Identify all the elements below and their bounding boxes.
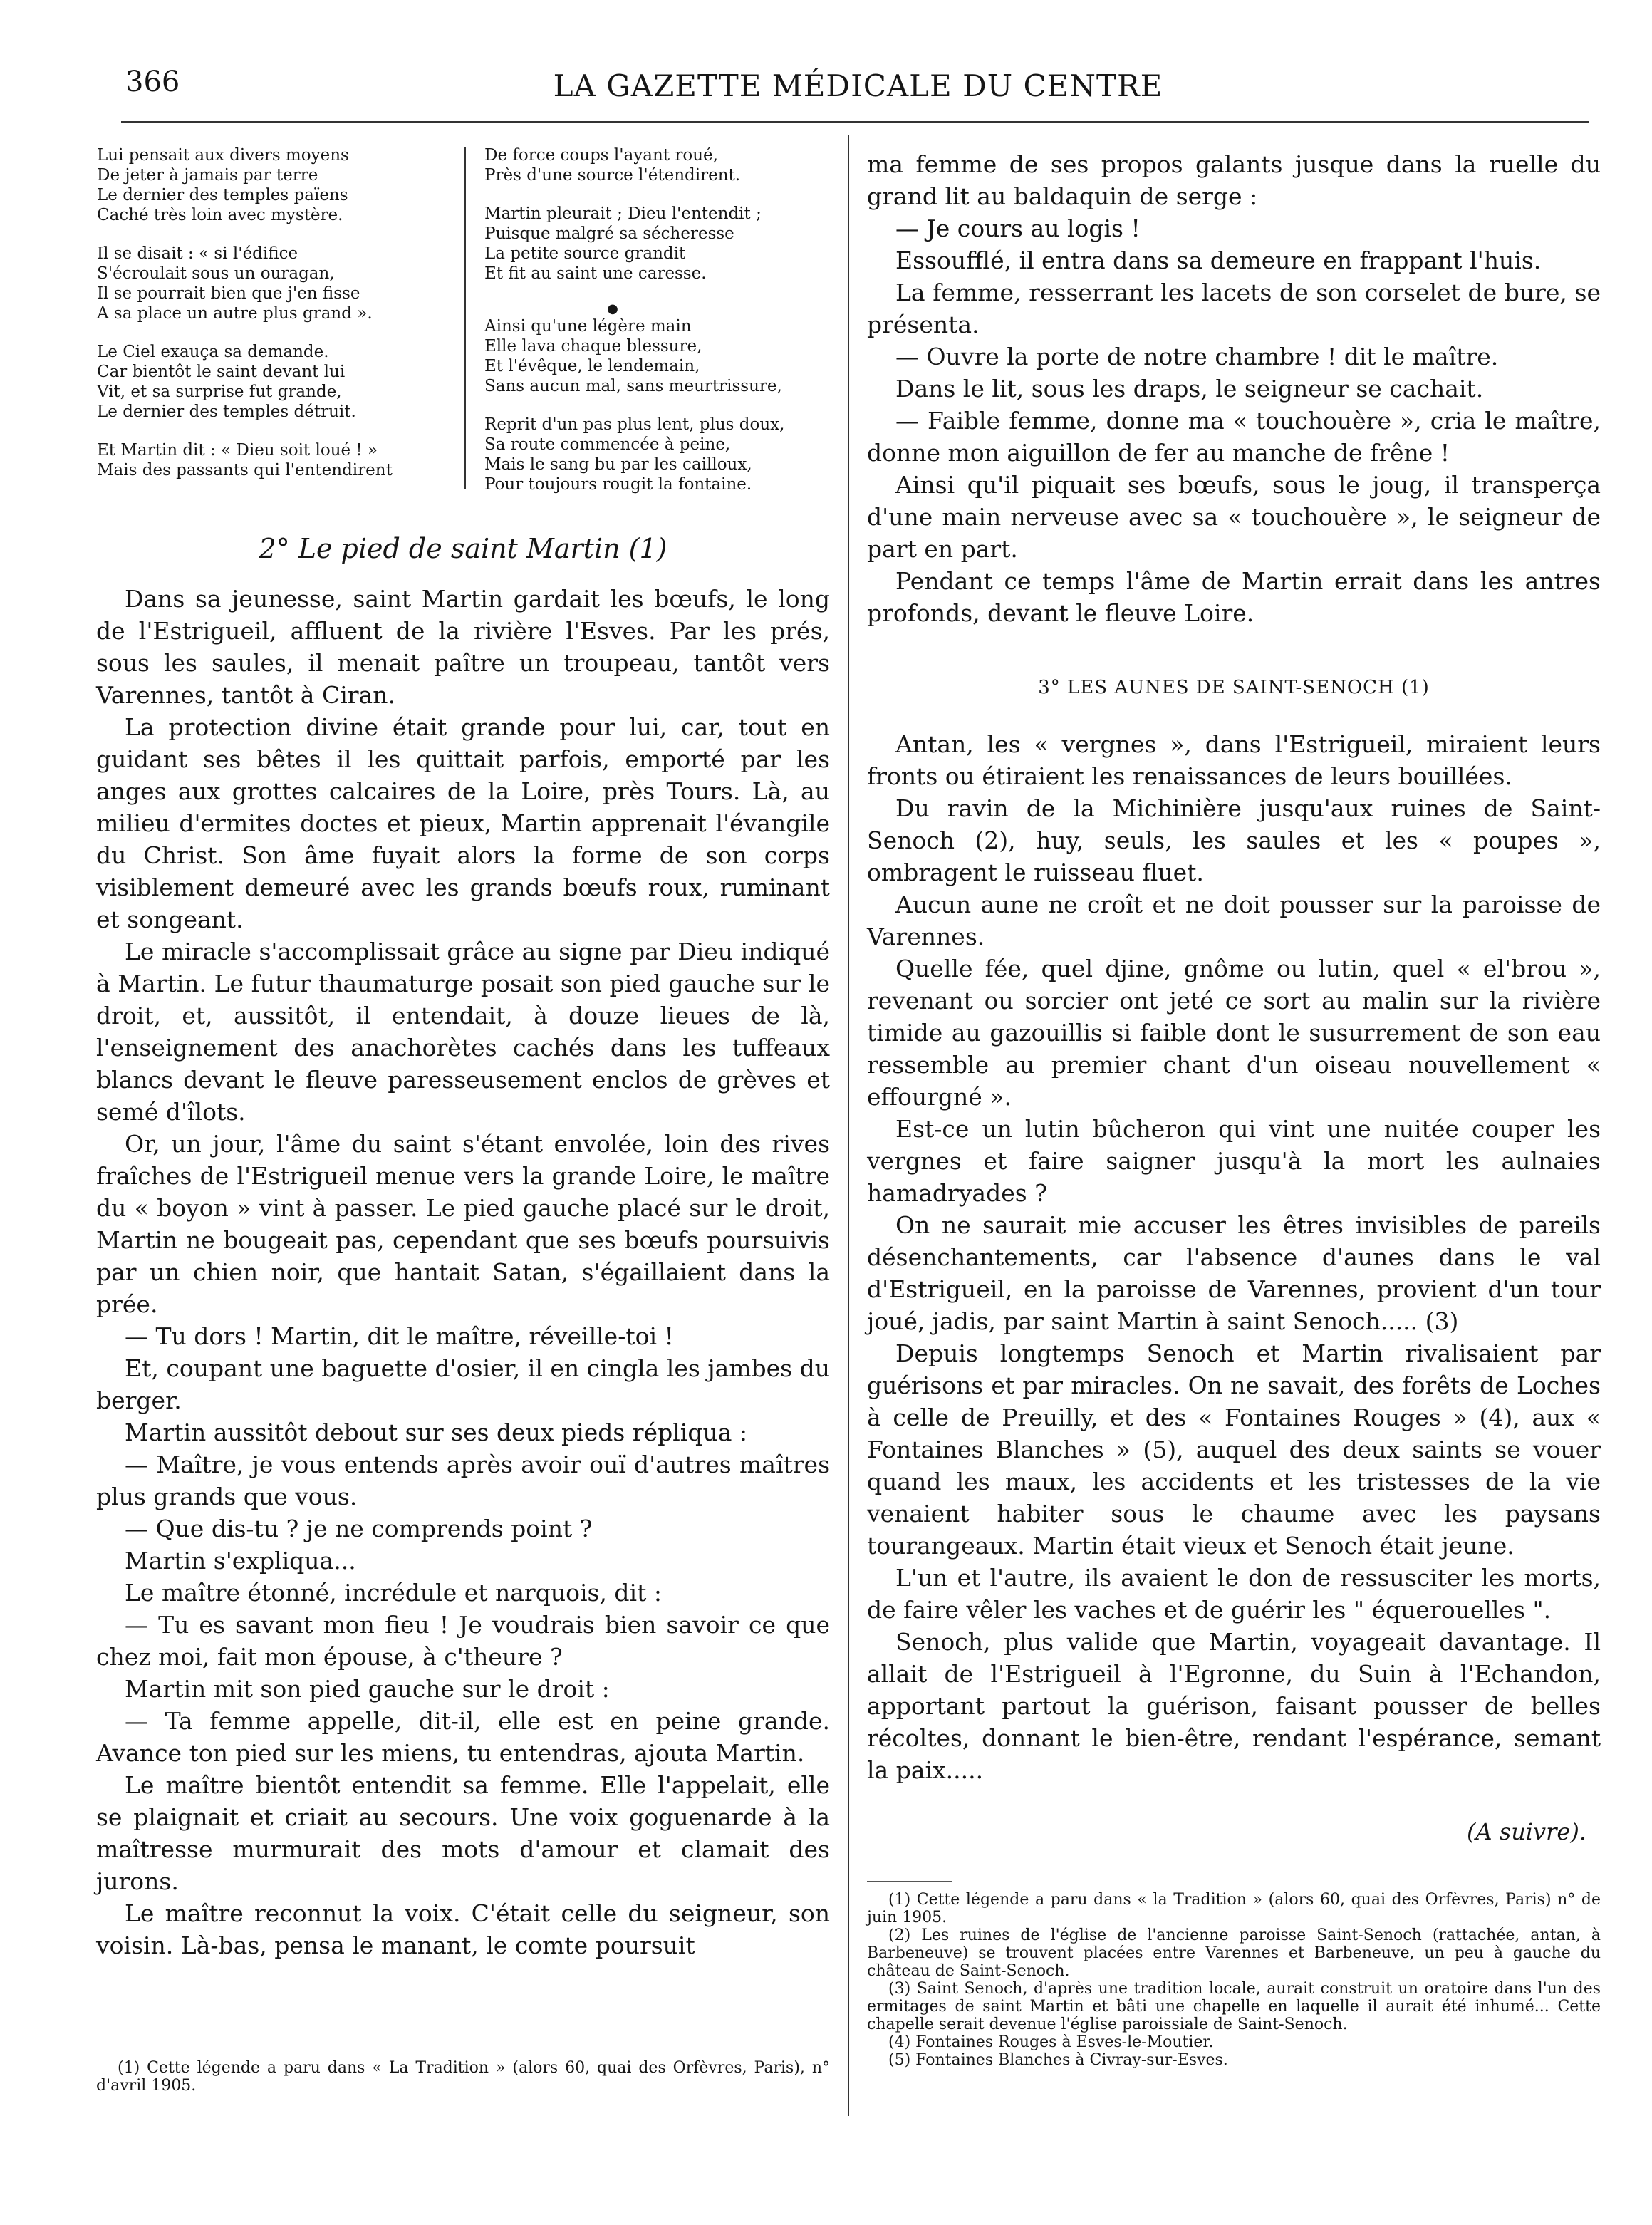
poem-stanza <box>484 145 784 185</box>
poem-line: Martin pleurait ; Dieu l'entendit ; <box>484 204 762 223</box>
paragraph: Ainsi qu'il piquait ses bœufs, sous le joug, il transperça d'une main nerveuse avec sa « touchouère », le seigneur de part en part. <box>867 471 1601 563</box>
paragraph: — Tu dors ! Martin, dit le maître, réveille-toi ! <box>125 1322 674 1350</box>
poem-stanza <box>97 145 393 225</box>
poem-line: Il se disait : « si l'édifice <box>97 244 298 263</box>
poem-line: Ainsi qu'une légère main <box>484 317 692 336</box>
poem-line: Pour toujours rougit la fontaine. <box>484 475 752 494</box>
column-divider <box>848 135 849 2116</box>
paragraph: Le maître bientôt entendit sa femme. Elle l'appelait, elle se plaignait et criait au secours. Une voix goguenarde à la maîtresse murmurait des mots d'amour et clamait des jurons. <box>96 1771 830 1895</box>
poem-line: Caché très loin avec mystère. <box>97 206 343 224</box>
section-title-pied-de-saint-martin: 2° Le pied de saint Martin (1) <box>259 533 667 564</box>
poem-left <box>97 145 393 499</box>
poem-right <box>484 145 784 513</box>
poem-line: Sa route commencée à peine, <box>484 435 731 454</box>
paragraph: Depuis longtemps Senoch et Martin rivalisaient par guérisons et par miracles. On ne savait, des forêts de Loches à celle de Preuilly, et des « Fontaines Rouges » (4), aux « Fontaines Blanches » (5), auquel des deux saints se vouer quand les maux, les accidents et les tristesses de la vie venaient habiter sous le chaume avec les paysans tourangeaux. Martin était vieux et Senoch était jeune. <box>867 1339 1601 1560</box>
poem-line: Le dernier des temples païens <box>97 186 348 204</box>
poem-line: Le Ciel exauça sa demande. <box>97 343 329 361</box>
paragraph: Le maître étonné, incrédule et narquois, dit : <box>125 1579 662 1607</box>
poem-line: Mais des passants qui l'entendirent <box>97 461 393 479</box>
paragraph: Essoufflé, il entra dans sa demeure en frappant l'huis. <box>895 247 1542 274</box>
paragraph: — Ouvre la porte de notre chambre ! dit le maître. <box>895 343 1499 370</box>
paragraph: — Faible femme, donne ma « touchouère », cria le maître, donne mon aiguillon de fer au manche de frêne ! <box>867 407 1601 467</box>
section-title-aunes-de-saint-senoch: 3° LES AUNES DE SAINT-SENOCH (1) <box>1038 677 1430 698</box>
footnote: (4) Fontaines Rouges à Esves-le-Moutier. <box>888 2033 1214 2051</box>
left-column <box>96 583 830 1961</box>
right-column-bottom <box>867 728 1601 1786</box>
paragraph: Or, un jour, l'âme du saint s'étant envolée, loin des rives fraîches de l'Estrigueil menue vers la grande Loire, le maître du « boyon » vint à passer. Le pied gauche placé sur le droit, Martin ne bougeait pas, cependant que ses bœufs poursuivis par un chien noir, que hantait Satan, s'égaillaient dans la prée. <box>96 1130 830 1318</box>
footnote: (1) Cette légende a paru dans « La Tradition » (alors 60, quai des Orfèvres, Paris), n° d'avril 1905. <box>96 2059 830 2095</box>
paragraph: L'un et l'autre, ils avaient le don de ressusciter les morts, de faire vêler les vaches et de guérir les " équerouelles ". <box>867 1564 1601 1624</box>
paragraph: La protection divine était grande pour lui, car, tout en guidant ses bêtes il les quittait parfois, emporté par les anges aux grottes calcaires de la Loire, près Tours. Là, au milieu d'ermites doctes et pieux, Martin apprenait l'évangile du Christ. Son âme fuyait alors la forme de son corps visiblement demeuré avec les grands bœufs roux, ruminant et songeant. <box>96 713 830 933</box>
poem-line: Et Martin dit : « Dieu soit loué ! » <box>97 441 378 460</box>
paragraph: — Que dis-tu ? je ne comprends point ? <box>125 1515 593 1542</box>
paragraph: Dans le lit, sous les draps, le seigneur se cachait. <box>895 375 1484 403</box>
paragraph: On ne saurait mie accuser les êtres invisibles de pareils désenchantements, car l'absence d'aunes dans le val d'Estrigueil, en la paroisse de Varennes, provient d'un tour joué, jadis, par saint Martin à saint Senoch..... (3) <box>867 1211 1601 1335</box>
paragraph: Du ravin de la Michinière jusqu'aux ruines de Saint-Senoch (2), huy, seuls, les saules et les « poupes », ombragent le ruisseau fluet. <box>867 794 1601 886</box>
ornament-dot-icon: ● <box>607 301 618 316</box>
poem-line: Car bientôt le saint devant lui <box>97 363 346 381</box>
poem-stanza <box>484 316 784 396</box>
paragraph: Est-ce un lutin bûcheron qui vint une nuitée couper les vergnes et faire saigner jusqu'à la mort les aulnaies hamadryades ? <box>867 1115 1601 1207</box>
footnote: (1) Cette légende a paru dans « la Tradition » (alors 60, quai des Orfèvres, Paris) n° de juin 1905. <box>867 1891 1601 1926</box>
poem-line: Elle lava chaque blessure, <box>484 337 702 356</box>
poem-stanza <box>97 244 393 323</box>
poem-stanza <box>484 415 784 494</box>
paragraph: Quelle fée, quel djine, gnôme ou lutin, quel « el'brou », revenant ou sorcier ont jeté ce sort au malin sur la rivière timide au gazouillis si faible dont le susurrement de son eau ressemble au premier chant d'un oiseau nouvellement « effourgné ». <box>867 955 1601 1111</box>
paragraph: Le miracle s'accomplissait grâce au signe par Dieu indiqué à Martin. Le futur thaumaturge posait son pied gauche sur le droit, et, aussitôt, il entendait, à douze lieues de là, l'enseignement des anachorètes cachés dans les tuffeaux blancs devant le fleuve paresseusement enclos de grèves et semé d'îlots. <box>96 938 830 1126</box>
poem-line: A sa place un autre plus grand ». <box>97 304 373 323</box>
poem-line: Il se pourrait bien que j'en fisse <box>97 284 360 303</box>
footnote-rule <box>867 1881 952 1882</box>
right-footnotes <box>867 1891 1601 2069</box>
paragraph: Et, coupant une baguette d'osier, il en cingla les jambes du berger. <box>96 1354 830 1414</box>
paragraph: — Je cours au logis ! <box>895 214 1141 242</box>
footnote: (5) Fontaines Blanches à Civray-sur-Esves. <box>888 2051 1228 2069</box>
poem-line: Vit, et sa surprise fut grande, <box>97 383 342 401</box>
poem-line: Près d'une source l'étendirent. <box>484 166 741 185</box>
footnote: (3) Saint Senoch, d'après une tradition locale, aurait construit un oratoire dans l'un des ermitages de saint Martin et bâti une chapelle en laquelle il aurait été inhumé... Cette chapelle serait devenue l'église paroissiale de Saint-Senoch. <box>867 1980 1601 2033</box>
poem-line: Reprit d'un pas plus lent, plus doux, <box>484 415 785 434</box>
poem-line: Mais le sang bu par les cailloux, <box>484 455 752 474</box>
footnote: (2) Les ruines de l'église de l'ancienne paroisse Saint-Senoch (rattachée, antan, à Barbeneuve) se trouvent placées entre Varennes et Barbeneuve, un peu à gauche du château de Saint-Senoch. <box>867 1926 1601 1980</box>
poem-line: Et fit au saint une caresse. <box>484 264 707 283</box>
paragraph: La femme, resserrant les lacets de son corselet de bure, se présenta. <box>867 279 1601 338</box>
poem-stanza <box>97 342 393 422</box>
paragraph: Aucun aune ne croît et ne doit pousser sur la paroisse de Varennes. <box>867 891 1601 950</box>
poem-stanza <box>97 440 393 480</box>
poem-divider <box>464 147 466 489</box>
left-footnotes <box>96 2059 830 2095</box>
journal-title: LA GAZETTE MÉDICALE DU CENTRE <box>553 68 1163 103</box>
paragraph: ma femme de ses propos galants jusque dans la ruelle du grand lit au baldaquin de serge : <box>867 150 1601 210</box>
poem-line: La petite source grandit <box>484 244 686 263</box>
poem-line: De jeter à jamais par terre <box>97 166 318 185</box>
paragraph: Martin mit son pied gauche sur le droit : <box>125 1675 610 1703</box>
poem-line: Lui pensait aux divers moyens <box>97 146 349 165</box>
paragraph: Martin s'expliqua... <box>125 1547 356 1575</box>
poem-line: S'écroulait sous un ouragan, <box>97 264 335 283</box>
paragraph: — Tu es savant mon fieu ! Je voudrais bien savoir ce que chez moi, fait mon épouse, à c'theure ? <box>96 1611 830 1671</box>
to-be-continued: (A suivre). <box>1467 1818 1586 1845</box>
page-number: 366 <box>125 66 180 98</box>
paragraph: Antan, les « vergnes », dans l'Estrigueil, miraient leurs fronts ou étiraient les renaissances de leurs bouillées. <box>867 730 1601 790</box>
paragraph: — Maître, je vous entends après avoir ouï d'autres maîtres plus grands que vous. <box>96 1451 830 1510</box>
right-column-top <box>867 148 1601 629</box>
poem-line: Et l'évêque, le lendemain, <box>484 357 700 375</box>
paragraph: Le maître reconnut la voix. C'était celle du seigneur, son voisin. Là-bas, pensa le manant, le comte poursuit <box>96 1899 830 1959</box>
poem-line: Sans aucun mal, sans meurtrissure, <box>484 377 782 395</box>
poem-line: Le dernier des temples détruit. <box>97 403 356 421</box>
paragraph: — Ta femme appelle, dit-il, elle est en peine grande. Avance ton pied sur les miens, tu entendras, ajouta Martin. <box>96 1707 830 1767</box>
header-rule <box>121 121 1589 123</box>
paragraph: Pendant ce temps l'âme de Martin errait dans les antres profonds, devant le fleuve Loire. <box>867 567 1601 627</box>
poem-line: Puisque malgré sa sécheresse <box>484 224 734 243</box>
poem-line: De force coups l'ayant roué, <box>484 146 718 165</box>
paragraph: Senoch, plus valide que Martin, voyageait davantage. Il allait de l'Estrigueil à l'Egronne, du Suin à l'Echandon, apportant partout la guérison, faisant pousser de belles récoltes, donnant le bien-être, rendant l'espérance, semant la paix..... <box>867 1628 1601 1784</box>
paragraph: Martin aussitôt debout sur ses deux pieds répliqua : <box>125 1418 747 1446</box>
paragraph: Dans sa jeunesse, saint Martin gardait les bœufs, le long de l'Estrigueil, affluent de la rivière l'Esves. Par les prés, sous les saules, il menait paître un troupeau, tantôt vers Varennes, tantôt à Ciran. <box>96 585 830 709</box>
poem-stanza <box>484 204 784 284</box>
